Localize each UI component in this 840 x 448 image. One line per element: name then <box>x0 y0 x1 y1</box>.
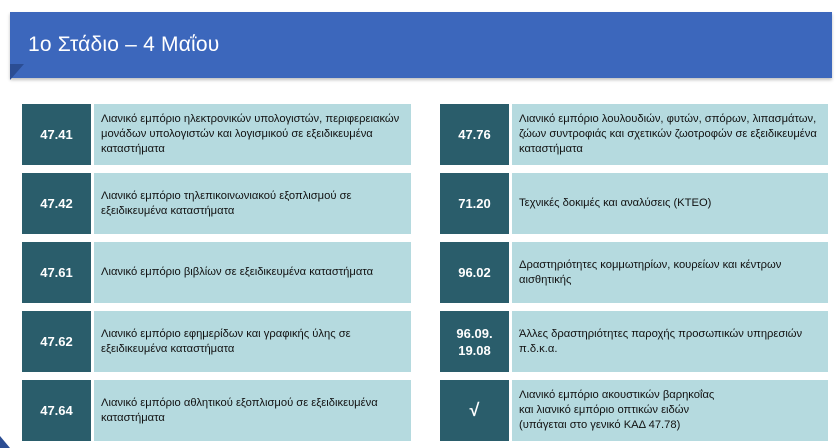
activity-row-71-20 <box>440 173 828 234</box>
activity-description: Άλλες δραστηριότητες παροχής προσωπικών υπηρεσιών π.δ.κ.α. <box>512 311 828 372</box>
activity-code: 96.09. 19.08 <box>440 311 509 372</box>
corner-decoration <box>0 436 10 448</box>
activity-row-96-09 <box>440 311 828 372</box>
activity-code: 47.42 <box>22 173 91 234</box>
activity-row-hearing-optical <box>440 380 828 441</box>
activity-row-47-61 <box>22 242 411 303</box>
activity-description: Λιανικό εμπόριο ακουστικών βαρηκοΐας και λιανικό εμπόριο οπτικών ειδών (υπάγεται στο γενικό ΚΑΔ 47.78) <box>512 380 828 441</box>
slide-header <box>10 12 832 78</box>
activity-code: 96.02 <box>440 242 509 303</box>
activity-row-47-41 <box>22 104 411 165</box>
activity-code: 47.76 <box>440 104 509 165</box>
activity-code: 47.61 <box>22 242 91 303</box>
activity-description: Λιανικό εμπόριο αθλητικού εξοπλισμού σε εξειδικευμένα καταστήματα <box>94 380 411 441</box>
activity-row-96-02 <box>440 242 828 303</box>
activity-row-47-76 <box>440 104 828 165</box>
activity-row-47-62 <box>22 311 411 372</box>
activity-code: 47.64 <box>22 380 91 441</box>
activity-description: Τεχνικές δοκιμές και αναλύσεις (ΚΤΕΟ) <box>512 173 828 234</box>
activity-row-47-64 <box>22 380 411 441</box>
activity-code: 47.62 <box>22 311 91 372</box>
activity-description: Λιανικό εμπόριο λουλουδιών, φυτών, σπόρων, λιπασμάτων, ζώων συντροφιάς και σχετικών ζωοτροφών σε εξειδικευμένα καταστήματα <box>512 104 828 165</box>
activity-description: Λιανικό εμπόριο βιβλίων σε εξειδικευμένα καταστήματα <box>94 242 411 303</box>
check-icon: √ <box>440 380 509 441</box>
activity-code: 47.41 <box>22 104 91 165</box>
activity-description: Δραστηριότητες κομμωτηρίων, κουρείων και κέντρων αισθητικής <box>512 242 828 303</box>
activity-row-47-42 <box>22 173 411 234</box>
slide-title: 1ο Στάδιο – 4 Μαΐου <box>28 33 220 56</box>
header-fold-decoration <box>10 64 24 80</box>
activity-description: Λιανικό εμπόριο ηλεκτρονικών υπολογιστών, περιφερειακών μονάδων υπολογιστών και λογισμικού σε εξειδικευμένα καταστήματα <box>94 104 411 165</box>
activity-code: 71.20 <box>440 173 509 234</box>
activity-description: Λιανικό εμπόριο εφημερίδων και γραφικής ύλης σε εξειδικευμένα καταστήματα <box>94 311 411 372</box>
activity-description: Λιανικό εμπόριο τηλεπικοινωνιακού εξοπλισμού σε εξειδικευμένα καταστήματα <box>94 173 411 234</box>
